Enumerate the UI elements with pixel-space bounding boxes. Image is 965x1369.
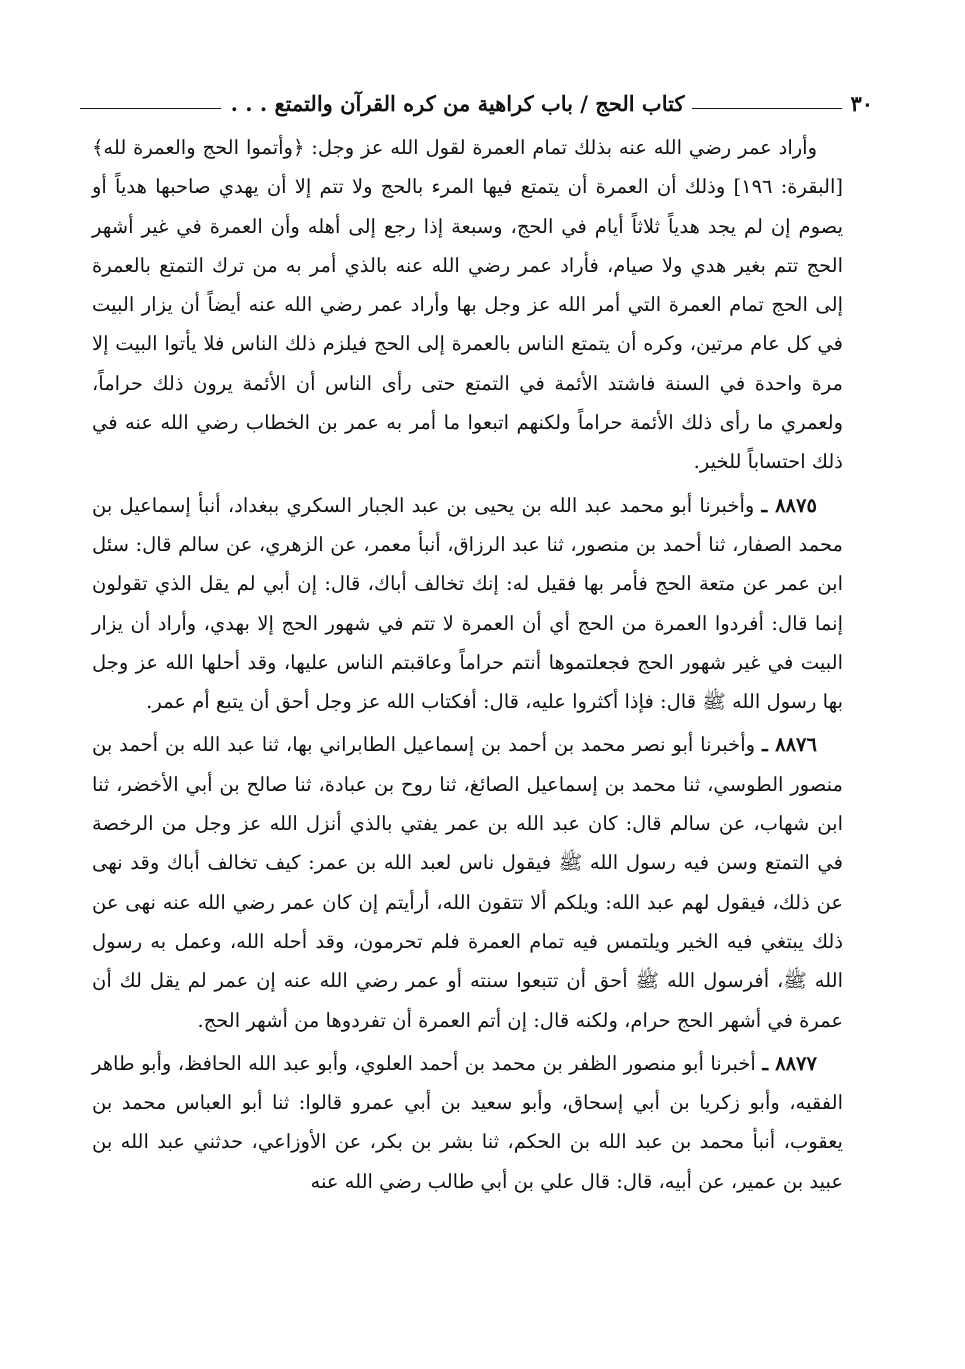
paragraph-text: وأراد عمر رضي الله عنه بذلك تمام العمرة لقول الله عز وجل: ﴿وأتموا الحج والعمرة لله﴾ [البقرة: ١٩٦] وذلك أن العمرة أن يتمتع فيها المرء بالحج ولا تتم إلا أن يهدي صاحبها هدياً أو يصوم إن لم يجد هدياً ثلاثاً أيام في الحج، وسبعة إذا رجع إلى أهله وأن العمرة في غير أشهر الحج تتم بغير هدي ولا صيام، فأراد عمر رضي الله عنه بالذي أمر به من ترك التمتع بالعمرة إلى الحج تمام العمرة التي أمر الله عز وجل بها وأراد عمر رضي الله عنه أيضاً أن يزار البيت في كل عام مرتين، وكره أن يتمتع الناس بالعمرة إلى الحج فيلزم ذلك الناس فلا يأتوا البيت إلا مرة واحدة في السنة فاشتد الأئمة في التمتع حتى رأى الناس أن الأئمة يرون ذلك حراماً، ولعمري ما رأى ذلك الأئمة حراماً ولكنهم اتبعوا ما أمر به عمر بن الخطاب رضي الله عنه في ذلك احتساباً للخير. xyxy=(92,136,843,474)
header-title: كتاب الحج / باب كراهية من كره القرآن والتمتع . . . xyxy=(230,91,685,116)
paragraph-text: أخبرنا أبو منصور الظفر بن محمد بن أحمد العلوي، وأبو عبد الله الحافظ، وأبو طاهر الفقيه، وأبو زكريا بن أبي إسحاق، وأبو سعيد بن أبي عمرو قالوا: ثنا أبو العباس محمد بن يعقوب، أنبأ محمد بن عبد الله بن الحكم، ثنا بشر بن بكر، عن الأوزاعي، حدثني عبد الله بن عبيد بن عمير، عن أبيه، قال: قال علي بن أبي طالب رضي الله عنه xyxy=(92,1051,843,1193)
paragraph-text: وأخبرنا أبو نصر محمد بن أحمد بن إسماعيل الطابراني بها، ثنا عبد الله بن أحمد بن منصور الطوسي، ثنا محمد بن إسماعيل الصائغ، ثنا روح بن عبادة، ثنا صالح بن أبي الأخضر، ثنا ابن شهاب، عن سالم قال: كان عبد الله بن عمر يفتي بالذي أنزل الله عز وجل من الرخصة في التمتع وسن فيه رسول الله ﷺ فيقول ناس لعبد الله بن عمر: كيف تخالف أباك وقد نهى عن ذلك، فيقول لهم عبد الله: ويلكم ألا تتقون الله، أرأيتم إن كان عمر رضي الله عنه نهى عن ذلك يبتغي فيه الخير ويلتمس فيه تمام العمرة فلم تحرمون، وقد أحله الله، وعمل به رسول الله ﷺ، أفرسول الله ﷺ أحق أن تتبعوا سنته أو عمر رضي الله عنه إن عمر لم يقل لك أن عمرة في أشهر الحج حرام، ولكنه قال: إن أتم العمرة أن تفردوها من أشهر الحج. xyxy=(92,733,843,1032)
header-rule xyxy=(692,108,842,109)
hadith-number: ٨٨٧٥ ـ xyxy=(761,493,817,517)
paragraph-hadith-8876 xyxy=(92,725,843,1039)
hadith-number: ٨٨٧٦ ـ xyxy=(761,733,817,757)
page-number: ٣٠ xyxy=(850,91,873,116)
hadith-number: ٨٨٧٧ ـ xyxy=(762,1051,817,1075)
header-rule-end xyxy=(80,108,221,109)
body-text xyxy=(92,128,843,1205)
running-header xyxy=(80,80,873,116)
paragraph-hadith-8875 xyxy=(92,486,843,722)
paragraph-hadith-8877 xyxy=(92,1044,843,1201)
paragraph-text: وأخبرنا أبو محمد عبد الله بن يحيى بن عبد الجبار السكري ببغداد، أنبأ إسماعيل بن محمد الصفار، ثنا أحمد بن منصور، ثنا عبد الرزاق، أنبأ معمر، عن الزهري، عن سالم قال: سئل ابن عمر عن متعة الحج فأمر بها فقيل له: إنك تخالف أباك، قال: إن أبي لم يقل الذي تقولون إنما قال: أفردوا العمرة من الحج أي أن العمرة لا تتم في شهور الحج إلا بهدي، وأراد أن يزار البيت في غير شهور الحج فجعلتموها أنتم حراماً وعاقبتم الناس عليها، وقد أحلها الله عز وجل بها رسول الله ﷺ قال: فإذا أكثروا عليه، قال: أفكتاب الله عز وجل أحق أن يتبع أم عمر. xyxy=(92,493,843,714)
paragraph-commentary xyxy=(92,128,843,482)
